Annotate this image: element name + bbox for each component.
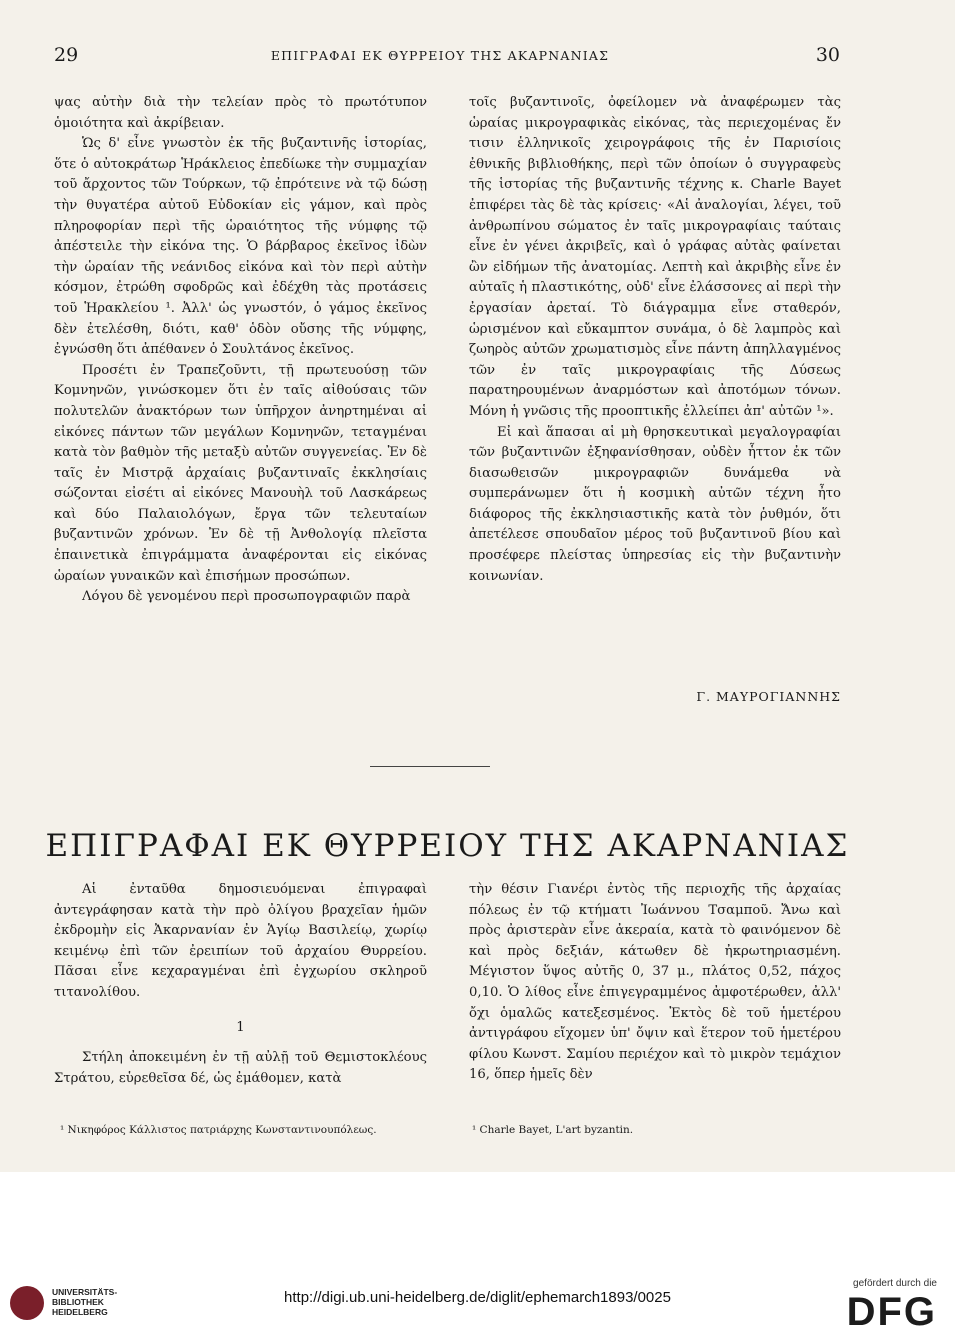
viewer-footer xyxy=(0,1172,955,1336)
right-column-top xyxy=(469,93,841,587)
source-url-link[interactable]: http://digi.ub.uni-heidelberg.de/diglit/ephemarch1893/0025 xyxy=(284,1289,671,1306)
paragraph: Εἰ καὶ ἅπασαι αἱ μὴ θρησκευτικαὶ μεγαλογραφίαι τῶν βυζαντινῶν ἐξηφανίσθησαν, οὐδὲν ἧττον ἐκ τῶν διασωθεισῶν μικρογραφιῶν δυνάμεθα νὰ συμπεράνωμεν ὅτι ἡ κοσμικὴ αὐτῶν τέχνη ἦτο διάφορος τῆς ἐκκλησιαστικῆς κατὰ τὸν ῥυθμόν, ὅτι ἀπετέλεσε σπουδαῖον μέρος τοῦ βυζαντινοῦ βίου καὶ προσέφερε πλείστας ὑπηρεσίας εἰς τὴν βυζαντινὴν κοινωνίαν. xyxy=(469,424,841,584)
paragraph: Αἱ ἐνταῦθα δημοσιευόμεναι ἐπιγραφαὶ ἀντεγράφησαν κατὰ τὴν πρὸ ὀλίγου βραχεῖαν ἡμῶν ἐκδρομὴν εἰς Ἀκαρνανίαν ἐν Ἁγίῳ Βασιλείῳ, χωρίῳ κειμένῳ ἐπὶ τῶν ἐρειπίων τοῦ ἀρχαίου Θυρρείου. Πᾶσαι εἶνε κεχαραγμέναι ἐπὶ ἐγχωρίου σκληροῦ τιτανολίθου. xyxy=(54,882,427,1000)
left-column-bottom xyxy=(54,880,427,1089)
library-logo-text: UNIVERSITÄTS- BIBLIOTHEK HEIDELBERG xyxy=(52,1287,118,1317)
running-title: ΕΠΙΓΡΑΦΑΙ ΕΚ ΘΥΡΡΕΙΟΥ ΤΗΣ ΑΚΑΡΝΑΝΙΑΣ xyxy=(270,48,610,63)
running-header xyxy=(40,44,840,72)
paragraph: Ὡς δ' εἶνε γνωστὸν ἐκ τῆς βυζαντινῆς ἱστορίας, ὅτε ὁ αὐτοκράτωρ Ἡράκλειος ἐπεδίωκε τὴν συμμαχίαν τοῦ ἄρχοντος τῶν Τούρκων, τῷ ἐπρότεινε νὰ τῷ δώσῃ τὴν θυγατέρα αὐτοῦ Εὐδοκίαν εἰς γάμον, καὶ πρὸς πληροφορίαν περὶ τῆς ὡραιότητος τῆς νύμφης τῷ ἀπέστειλε τὴν εἰκόνα της. Ὁ βάρβαρος ἐκεῖνος ἰδὼν τὴν ὡραίαν τῆς νεάνιδος εἰκόνα καὶ τὸν περὶ αὐτὴν κόσμον, ἐτρώθη σφοδρῶς καὶ ἐδέχθη τὰς προτάσεις τοῦ Ἡρακλείου ¹. Ἀλλ' ὡς γνωστόν, ὁ γάμος ἐκεῖνος δὲν ἐτελέσθη, διότι, καθ' ὁδὸν οὔσης τῆς νύμφης, ἐγνώσθη ὅτι ἀπέθανεν ὁ Σουλτάνος ἐκεῖνος. xyxy=(54,136,427,358)
paragraph: τὴν θέσιν Γιανέρι ἐντὸς τῆς περιοχῆς τῆς ἀρχαίας πόλεως ἐν τῷ κτήματι Ἰωάννου Τσαμποῦ. Ἄνω καὶ πρὸς ἀριστερὰν εἶνε ἀκεραία, κατὰ τὸ φαινόμενον δὲ καὶ πρὸς δεξιάν, κάτωθεν δὲ ἠκρωτηριασμένη. Μέγιστον ὕψος αὐτῆς 0, 37 μ., πλάτος 0,52, πάχος 0,10. Ὁ λίθος εἶνε ἐπιγεγραμμένος ἀμφοτέρωθεν, ἀλλ' ὄχι ὁμαλῶς κατεξεσμένος. Ἐκτὸς δὲ τοῦ ἡμετέρου ἀντιγράφου εἴχομεν ὑπ' ὄψιν καὶ ἕτερον τοῦ ἡμετέρου φίλου Κωνστ. Σαμίου περιέχον καὶ τὸ μικρὸν τεμάχιον 16, ὅπερ ἡμεῖς δὲν xyxy=(469,882,841,1083)
footnote-left: ¹ Νικηφόρος Κάλλιστος πατριάρχης Κωνσταντινουπόλεως. xyxy=(60,1124,377,1136)
left-column-top xyxy=(54,93,427,608)
inscription-number: 1 xyxy=(236,1019,245,1035)
funding-note: gefördert durch die xyxy=(853,1278,937,1289)
paragraph: ψας αὐτὴν διὰ τὴν τελείαν πρὸς τὸ πρωτότυπον ὁμοιότητα καὶ ἀκρίβειαν. xyxy=(54,95,427,131)
dfg-logo[interactable]: DFG xyxy=(846,1290,937,1334)
paragraph: Λόγου δὲ γενομένου περὶ προσωπογραφιῶν παρὰ xyxy=(82,589,411,605)
right-column-bottom xyxy=(469,880,841,1086)
paragraph: τοῖς βυζαντινοῖς, ὀφείλομεν νὰ ἀναφέρωμεν τὰς ὡραίας μικρογραφικὰς εἰκόνας, τὰς περιεχομένας ἔν τισιν ἑλληνικοῖς χειρογράφοις τῆς ἐν Παρισίοις ἐθνικῆς βιβλιοθήκης, περὶ τῶν ὁποίων ὁ συγγραφεὺς τῆς ἱστορίας τῆς βυζαντινῆς τέχνης κ. Charle Bayet ἐπιφέρει τὰς δὲ τὰς κρίσεις· «Αἱ ἀναλογίαι, λέγει, τοῦ ἀνθρωπίνου σώματος ἐν ταῖς μικρογραφίαις ταύταις εἶνε ἐν γένει ἀκριβεῖς, καὶ ὁ γράφας αὐτὰς φαίνεται ὢν εἰδήμων τῆς ἀνατομίας. Λεπτὴ καὶ ἀκριβὴς εἶνε ἐν αὐταῖς ἡ πλαστικότης, οὐδ' εἶνε ἐλάσσονες αἱ περὶ τὴν ἐργασίαν ἀρεταί. Τὸ διάγραμμα εἶνε σταθερόν, ὡρισμένον καὶ εὔκαμπτον συνάμα, ὁ δὲ λαμπρὸς καὶ ζωηρὸς αὐτῶν χρωματισμὸς εἶνε πάντη ἀπηλλαγμένος τῶν ἐν ταῖς μικρογραφίαις τῆς Δύσεως παρατηρουμένων ἀναρμόστων καὶ ἀποτόμων τόνων. Μόνη ἡ γνῶσις τῆς προοπτικῆς ἐλλείπει ἀπ' αὐτῶν ¹». xyxy=(469,95,841,419)
author-signature: Γ. ΜΑΥΡΟΓΙΑΝΝΗΣ xyxy=(696,689,841,704)
footnote-right: ¹ Charle Bayet, L'art byzantin. xyxy=(472,1124,634,1136)
page-number-left: 29 xyxy=(54,44,79,66)
page-number-right: 30 xyxy=(815,44,840,66)
section-divider xyxy=(370,766,490,767)
article-title: ΕΠΙΓΡΑΦΑΙ ΕΚ ΘΥΡΡΕΙΟΥ ΤΗΣ ΑΚΑΡΝΑΝΙΑΣ xyxy=(45,828,850,864)
paragraph: Στήλη ἀποκειμένη ἐν τῇ αὐλῇ τοῦ Θεμιστοκλέους Στράτου, εὑρεθεῖσα δέ, ὡς ἐμάθομεν, κατὰ xyxy=(54,1050,427,1086)
paragraph: Προσέτι ἐν Τραπεζοῦντι, τῇ πρωτευούσῃ τῶν Κομνηνῶν, γινώσκομεν ὅτι ἐν ταῖς αἰθούσαις τῶν πολυτελῶν ἀνακτόρων των ὑπῆρχον ἀνηρτημέναι αἱ εἰκόνες πάντων τῶν μεγάλων Κομνηνῶν, τεταγμέναι κατὰ τὸν βαθμὸν τῆς μεταξὺ αὐτῶν συγγενείας. Ἐν δὲ ταῖς ἐν Μιστρᾷ ἀρχαίαις βυζαντιναῖς ἐκκλησίαις σώζονται εἰσέτι αἱ εἰκόνες Μανουὴλ τοῦ Λασκάρεως καὶ δύο Παλαιολόγων, ἔργα τῶν τελευταίων βυζαντινῶν χρόνων. Ἐν δὲ τῇ Ἀνθολογίᾳ πλεῖστα ἐπαινετικὰ ἐπιγράμματα ἀναφέρονται εἰς εἰκόνας ὡραίων γυναικῶν καὶ ἐπισήμων προσώπων. xyxy=(54,362,427,584)
